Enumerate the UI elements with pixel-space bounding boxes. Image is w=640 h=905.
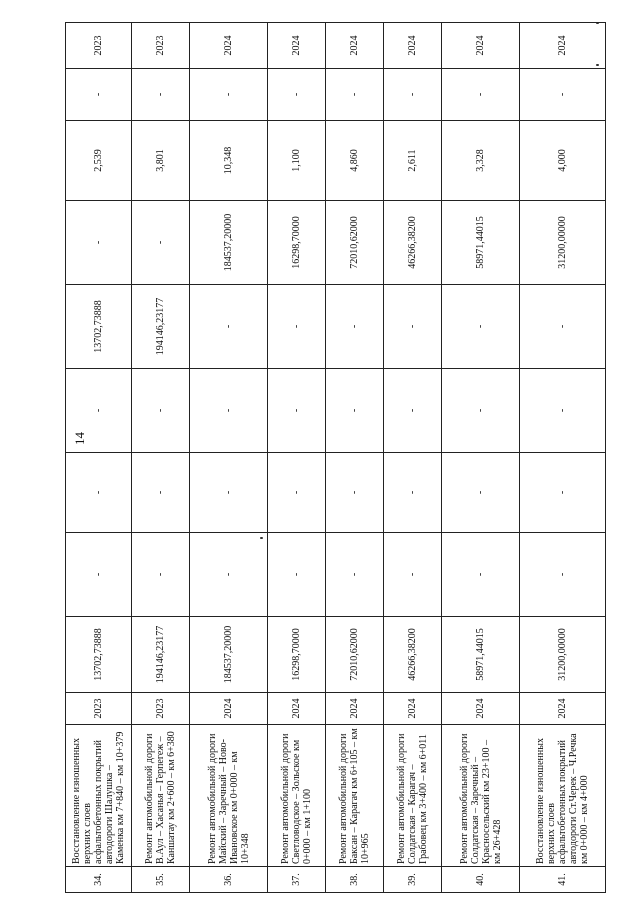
cost-2023-cell: 194146,23177: [132, 285, 190, 369]
cost-2023-cell: -: [520, 285, 606, 369]
total-cost-cell: 58971,44015: [442, 617, 520, 693]
extra-cell: -: [132, 69, 190, 121]
completion-year-cell: 2023: [132, 23, 190, 69]
completion-year-cell: 2024: [520, 23, 606, 69]
completion-year-cell: 2024: [190, 23, 268, 69]
source-c-cell: -: [268, 369, 326, 453]
source-a-cell: -: [190, 533, 268, 617]
extra-cell: -: [66, 69, 132, 121]
year-cell: 2024: [190, 693, 268, 725]
source-c-cell: -: [384, 369, 442, 453]
cost-2024-cell: 72010,62000: [326, 201, 384, 285]
total-cost-cell: 46266,38200: [384, 617, 442, 693]
source-b-cell: -: [520, 453, 606, 533]
object-name: Ремонт автомобильной дороги В.Аул – Хасанья – Герпегеж – Каншатау км 2+600 – км 6+380: [132, 725, 190, 867]
object-name: Восстановление изношенных верхних слоев асфальтобетонных покрытий автодороги Ст.Черек – Ч.Речка км 0+000 – км 4+000: [520, 725, 606, 867]
source-a-cell: -: [384, 533, 442, 617]
cost-2024-cell: 16298,70000: [268, 201, 326, 285]
source-c-cell: -: [66, 369, 132, 453]
completion-year-cell: 2023: [66, 23, 132, 69]
length-cell: 2,539: [66, 121, 132, 201]
source-c-cell: -: [520, 369, 606, 453]
row-number: 39.: [384, 867, 442, 893]
cost-2024-cell: -: [66, 201, 132, 285]
table-row: [442, 23, 520, 893]
object-name: Ремонт автомобильной дороги Солдатская – Заречный – Красносельский км 23+100 – км 26+428: [442, 725, 520, 867]
cost-2023-cell: -: [326, 285, 384, 369]
year-cell: 2024: [384, 693, 442, 725]
completion-year-cell: 2024: [268, 23, 326, 69]
row-number: 35.: [132, 867, 190, 893]
length-cell: 4,860: [326, 121, 384, 201]
completion-year-cell: 2024: [384, 23, 442, 69]
object-name: Ремонт автомобильной дороги Майский – Заречный – Ново-Ивановское км 0+000 – км 10+348: [190, 725, 268, 867]
source-c-cell: -: [132, 369, 190, 453]
row-number: 41.: [520, 867, 606, 893]
source-b-cell: -: [268, 453, 326, 533]
object-name: Восстановление изношенных верхних слоев асфальтобетонных покрытий автодороги Шалушка – Каменка км 7+840 – км 10+379: [66, 725, 132, 867]
source-a-cell: -: [520, 533, 606, 617]
cost-2024-cell: 184537,20000: [190, 201, 268, 285]
source-b-cell: -: [66, 453, 132, 533]
completion-year-cell: 2024: [442, 23, 520, 69]
source-b-cell: -: [132, 453, 190, 533]
source-b-cell: -: [190, 453, 268, 533]
extra-cell: -: [442, 69, 520, 121]
row-number: 34.: [66, 867, 132, 893]
length-cell: 3,328: [442, 121, 520, 201]
length-cell: 4,000: [520, 121, 606, 201]
table-row: [66, 23, 132, 893]
cost-2024-cell: 31200,00000: [520, 201, 606, 285]
row-number: 38.: [326, 867, 384, 893]
cost-2023-cell: -: [384, 285, 442, 369]
table-row: [132, 23, 190, 893]
row-number: 36.: [190, 867, 268, 893]
source-a-cell: -: [268, 533, 326, 617]
object-name: Ремонт автомобильной дороги Светловодское – Зольское км 0+000 – км 1+100: [268, 725, 326, 867]
table-row: [384, 23, 442, 893]
source-a-cell: -: [442, 533, 520, 617]
object-name: Ремонт автомобильной дороги Баксан – Карагач км 6+105 – км 10+965: [326, 725, 384, 867]
source-b-cell: -: [442, 453, 520, 533]
length-cell: 2,611: [384, 121, 442, 201]
source-c-cell: -: [190, 369, 268, 453]
extra-cell: -: [326, 69, 384, 121]
extra-cell: -: [520, 69, 606, 121]
row-number: 40.: [442, 867, 520, 893]
extra-cell: -: [190, 69, 268, 121]
table-row: [326, 23, 384, 893]
source-b-cell: -: [326, 453, 384, 533]
table-row: [520, 23, 606, 893]
total-cost-cell: 31200,00000: [520, 617, 606, 693]
object-name: Ремонт автомобильной дороги Солдатская – Карагач – Грабовец км 3+400 – км 6+011: [384, 725, 442, 867]
extra-cell: -: [384, 69, 442, 121]
source-c-cell: -: [442, 369, 520, 453]
length-cell: 10,348: [190, 121, 268, 201]
source-a-cell: -: [66, 533, 132, 617]
extra-cell: -: [268, 69, 326, 121]
source-a-cell: -: [326, 533, 384, 617]
row-number: 37.: [268, 867, 326, 893]
year-cell: 2024: [268, 693, 326, 725]
length-cell: 1,100: [268, 121, 326, 201]
year-cell: 2024: [326, 693, 384, 725]
year-cell: 2024: [520, 693, 606, 725]
year-cell: 2024: [442, 693, 520, 725]
total-cost-cell: 13702,73888: [66, 617, 132, 693]
cost-2024-cell: -: [132, 201, 190, 285]
total-cost-cell: 194146,23177: [132, 617, 190, 693]
total-cost-cell: 72010,62000: [326, 617, 384, 693]
length-cell: 3,801: [132, 121, 190, 201]
source-c-cell: -: [326, 369, 384, 453]
table-row: [268, 23, 326, 893]
total-cost-cell: 184537,20000: [190, 617, 268, 693]
roads-table: [65, 22, 606, 893]
cost-2023-cell: -: [268, 285, 326, 369]
cost-2023-cell: 13702,73888: [66, 285, 132, 369]
completion-year-cell: 2024: [326, 23, 384, 69]
cost-2024-cell: 58971,44015: [442, 201, 520, 285]
year-cell: 2023: [132, 693, 190, 725]
cost-2023-cell: -: [442, 285, 520, 369]
source-b-cell: -: [384, 453, 442, 533]
table-row: [190, 23, 268, 893]
cost-2023-cell: -: [190, 285, 268, 369]
source-a-cell: -: [132, 533, 190, 617]
table-body: [66, 23, 606, 893]
cost-2024-cell: 46266,38200: [384, 201, 442, 285]
page-number: 14: [72, 432, 87, 445]
year-cell: 2023: [66, 693, 132, 725]
total-cost-cell: 16298,70000: [268, 617, 326, 693]
